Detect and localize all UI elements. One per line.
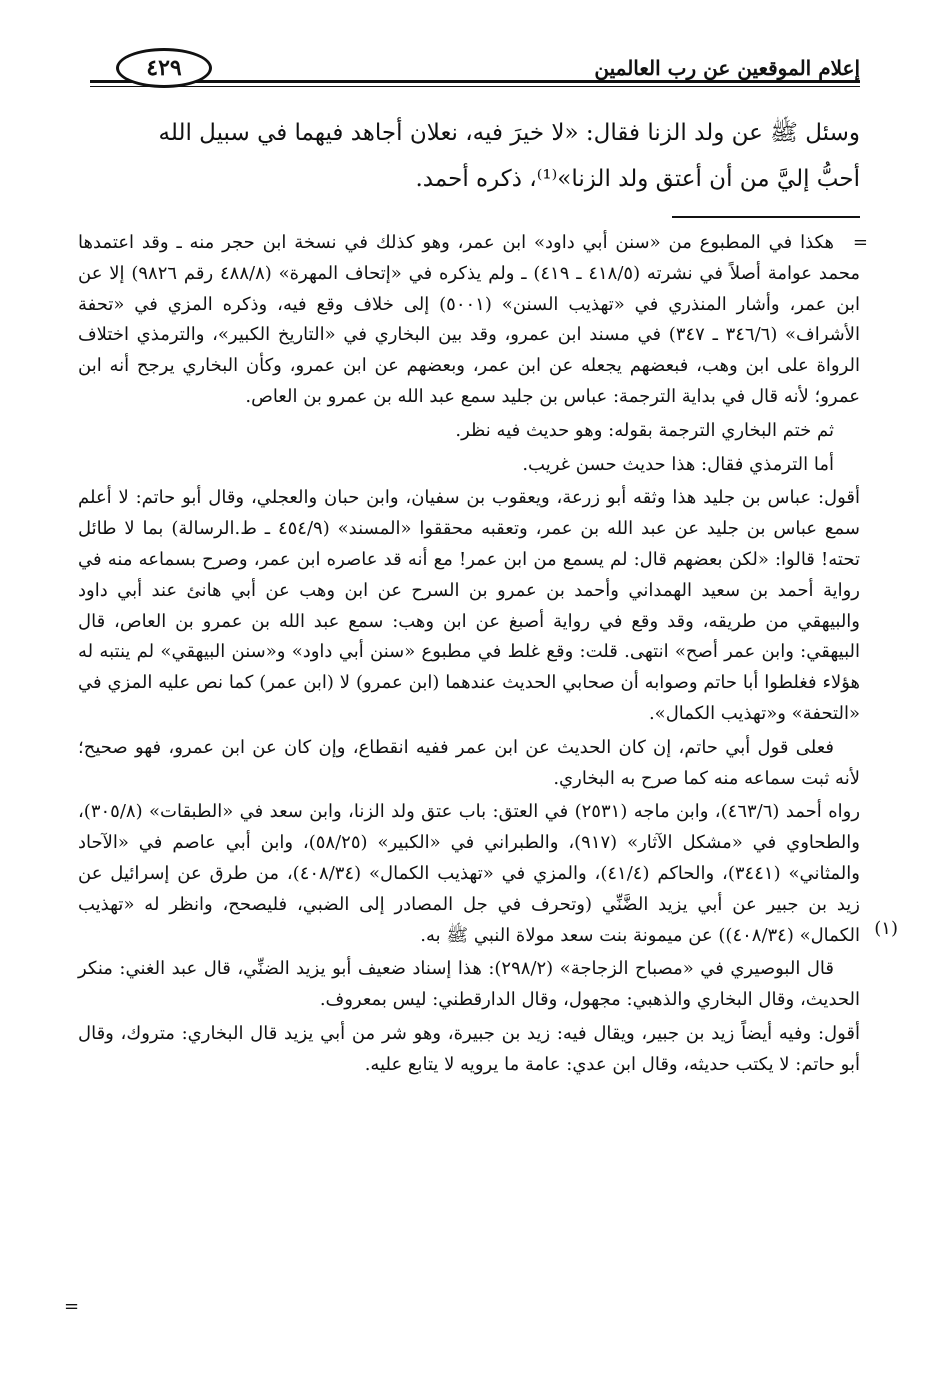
footnote-paragraph: أقول: عباس بن جليد هذا وثقه أبو زرعة، ويعقوب بن سفيان، وابن حبان والعجلي، وقال أبو حاتم: لا أعلم سمع عباس بن جليد عن عبد الله بن عمر، وتعقبه محققوا «المسند» (٤٥٤/٩ ـ ط.الرسالة) بما لا طائل تحته! قالوا: «لكن بعضهم قال: لم يسمع من ابن عمر! مع أنه قد عاصره ابن عمر، وصرح بسماعه منه في رواية أحمد بن سعيد الهمداني وأحمد بن عمرو بن السرح عن ابن وهب عن أبي هانئ عند أبي داود والبيهقي من طريقه، وقد وقع في رواية أصبغ عن ابن وهب: سمع عبد الله بن عمرو بن العاص، قال البيهقي: وابن عمر أصح» انتهى. قلت: وقع غلط في مطبوع «سنن أبي داود» و«سنن البيهقي» لم ينتبه له هؤلاء فغلطوا أبا حاتم وصوابه أن صحابي الحديث عندهما (ابن عمرو) لا (ابن عمر) كما نص عليه المزي في «التحفة» و«تهذيب الكمال». — [78, 487, 861, 724]
footnote-paragraph: هكذا في المطبوع من «سنن أبي داود» ابن عمر، وهو كذلك في نسخة ابن حجر منه ـ وقد اعتمدها محمد عوامة أصلاً في نشرته (٤١٨/٥ ـ ٤١٩) ـ ولم يذكره في «إتحاف المهرة» (٤٨٨/٨ رقم ٩٨٢٦) إلا عن ابن عمر، وأشار المنذري في «تهذيب السنن» (٥٠٠١) إلى خلاف وقع فيه، وذكره المزي في «تحفة الأشراف» (٣٤٦/٦ ـ ٣٤٧) في مسند ابن عمرو، وقد بين البخاري في «التاريخ الكبير»، والترمذي اختلاف الرواة على ابن وهب، فبعضهم يجعله عن ابن عمر، وبعضهم عن ابن عمرو، وكأن البخاري يرجح أنه ابن عمرو؛ لأنه قال في بداية الترجمة: عباس بن جليد سمع عبد الله بن عمرو بن العاص. — [78, 232, 861, 407]
page-number: ٤٢٩ — [116, 48, 212, 88]
footnote-paragraph: أقول: وفيه أيضاً زيد بن جبير، ويقال فيه: زيد بن جبيرة، وهو شر من أبي يزيد قال البخاري: متروك، وقال أبو حاتم: لا يكتب حديثه، وقال ابن عدي: عامة ما يرويه لا يتابع عليه. — [78, 1022, 860, 1075]
footnote-paragraph: قال البوصيري في «مصباح الزجاجة» (٢٩٨/٢): هذا إسناد ضعيف أبو يزيد الضنِّي، قال عبد الغني: منكر الحديث، وقال البخاري والذهبي: مجهول، وقال الدارقطني: ليس بمعروف. — [78, 958, 860, 1011]
main-text — [70, 110, 860, 202]
footnote-separator — [672, 216, 860, 218]
page-header — [90, 46, 860, 98]
main-text-line: وسئل ﷺ عن ولد الزنا فقال: «لا خيرَ فيه، نعلان أجاهد فيهما في سبيل الله — [158, 120, 860, 146]
header-rule-thin — [90, 86, 860, 87]
continuation-mark-top: = — [852, 232, 868, 253]
book-title: إعلام الموقعين عن رب العالمين — [594, 56, 860, 80]
main-text-line: أحبُّ إليَّ من أن أعتق ولد الزنا»⁽¹⁾، ذكره أحمد. — [415, 166, 860, 192]
footnote-paragraph: فعلى قول أبي حاتم، إن كان الحديث عن ابن عمر ففيه انقطاع، وإن كان عن ابن عمرو، فهو صحيح؛ لأنه ثبت سماعه منه كما صرح به البخاري. — [78, 736, 860, 789]
footnote-paragraph: ثم ختم البخاري الترجمة بقوله: وهو حديث فيه نظر. — [455, 419, 834, 441]
footnote-1-text: رواه أحمد (٤٦٣/٦)، وابن ماجه (٢٥٣١) في العتق: باب عتق ولد الزنا، وابن سعد في «الطبقات» (٣٠٥/٨)، والطحاوي في «مشكل الآثار» (٩١٧)، والطبراني في «الكبير» (٥٨/٢٥)، وابن أبي عاصم في «الآحاد والمثاني» (٣٤٤١)، والحاكم (٤١/٤)، والمزي في «تهذيب الكمال» (٤٠٨/٣٤)، من طرق عن إسرائيل عن زيد بن جبير عن أبي يزيد الضَّنِّي (وتحرف في جل المصادر إلى الضبي، فليصحح، وانظر له «تهذيب الكمال» (٤٠٨/٣٤)) عن ميمونة بنت سعد مولاة النبي ﷺ به. — [78, 801, 861, 946]
footnote-paragraph: أما الترمذي فقال: هذا حديث حسن غريب. — [522, 453, 834, 475]
header-rule-thick — [90, 80, 860, 83]
footnote-1-marker: (١) — [874, 918, 898, 939]
continuation-mark-bottom: = — [64, 1296, 80, 1317]
footnotes — [78, 228, 860, 1081]
